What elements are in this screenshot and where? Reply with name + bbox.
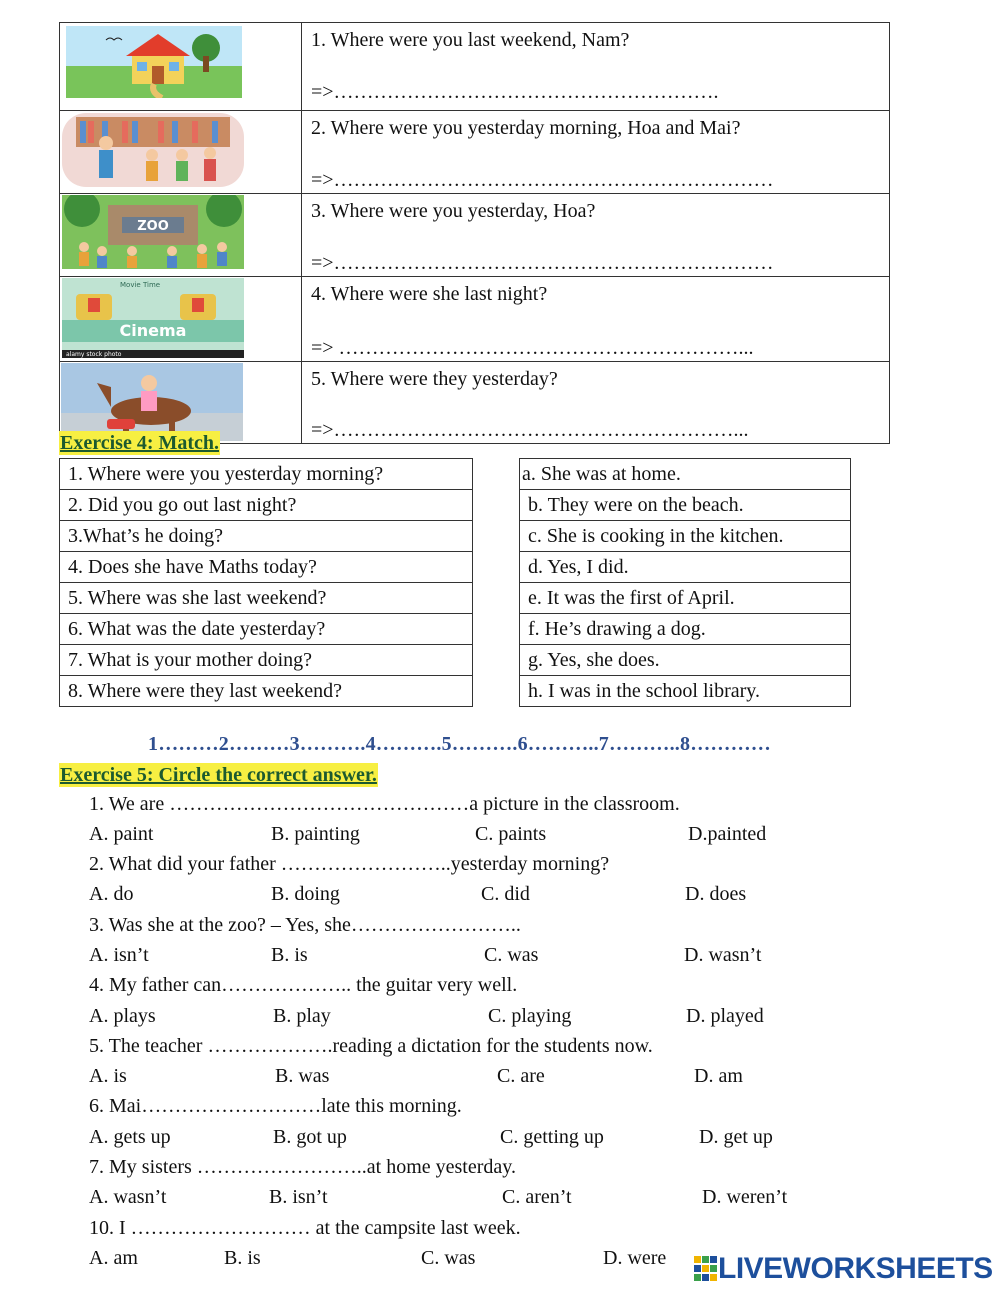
match-question: 1. Where were you yesterday morning? xyxy=(60,459,473,490)
exercise-5-title: Exercise 5: Circle the correct answer. xyxy=(60,764,377,786)
match-answer: d. Yes, I did. xyxy=(520,552,851,583)
exercise-4-title: Exercise 4: Match. xyxy=(60,432,220,454)
picture-cell-1 xyxy=(60,23,302,111)
question-cell-5 xyxy=(302,362,890,444)
picture-cell-2 xyxy=(60,111,302,194)
question-6: 6. Mai………………………late this morning. xyxy=(89,1095,462,1117)
match-answer: e. It was the first of April. xyxy=(520,583,851,614)
question-text: 5. Where were they yesterday? xyxy=(311,368,558,390)
option-b[interactable]: B. play xyxy=(273,1005,331,1027)
option-c[interactable]: C. was xyxy=(484,944,539,966)
option-b[interactable]: B. painting xyxy=(271,823,360,845)
option-a[interactable]: A. am xyxy=(89,1247,138,1269)
stock-photo-label: alamy stock photo xyxy=(66,351,122,358)
option-a[interactable]: A. do xyxy=(89,883,134,905)
question-7: 7. My sisters ……………………..at home yesterday. xyxy=(89,1156,516,1178)
option-a[interactable]: A. wasn’t xyxy=(89,1186,167,1208)
match-answer-key[interactable]: 1………2………3……….4……….5……….6………..7………..8………… xyxy=(148,733,771,755)
option-c[interactable]: C. playing xyxy=(488,1005,572,1027)
match-answer: c. She is cooking in the kitchen. xyxy=(520,521,851,552)
picture-cell-4 xyxy=(60,277,302,362)
question-cell-2 xyxy=(302,111,890,194)
question-cell-4 xyxy=(302,277,890,362)
answer-blank[interactable]: =>………………………………………………………… xyxy=(311,252,774,274)
option-a[interactable]: A. isn’t xyxy=(89,944,149,966)
option-d[interactable]: D. wasn’t xyxy=(684,944,762,966)
option-a[interactable]: A. is xyxy=(89,1065,127,1087)
option-d[interactable]: D. am xyxy=(694,1065,743,1087)
option-a[interactable]: A. gets up xyxy=(89,1126,171,1148)
option-a[interactable]: A. plays xyxy=(89,1005,156,1027)
question-10: 10. I ……………………… at the campsite last week. xyxy=(89,1217,521,1239)
picture-row-2 xyxy=(60,111,890,194)
picture-row-1 xyxy=(60,23,890,111)
match-answer: f. He’s drawing a dog. xyxy=(520,614,851,645)
answer-blank[interactable]: => ……………………………………………………... xyxy=(311,337,754,359)
cinema-label: Cinema xyxy=(119,321,187,340)
option-d[interactable]: D. were xyxy=(603,1247,667,1269)
question-4: 4. My father can……………….. the guitar very well. xyxy=(89,974,518,996)
picture-row-3 xyxy=(60,194,890,277)
movie-time-label: Movie Time xyxy=(120,281,161,289)
question-text: 4. Where were she last night? xyxy=(311,283,548,305)
zoo-label: ZOO xyxy=(137,219,169,234)
question-2: 2. What did your father ……………………..yesterday morning? xyxy=(89,853,610,875)
match-answer: g. Yes, she does. xyxy=(520,645,851,676)
answer-blank[interactable]: =>……………………………………………………... xyxy=(311,419,749,441)
picture-cell-3 xyxy=(60,194,302,277)
question-3: 3. Was she at the zoo? – Yes, she…………………….. xyxy=(89,914,521,936)
match-answer: h. I was in the school library. xyxy=(520,676,851,707)
liveworksheets-logo-icon xyxy=(694,1256,718,1282)
option-b[interactable]: B. is xyxy=(224,1247,261,1269)
match-question: 8. Where were they last weekend? xyxy=(60,676,473,707)
match-answer: b. They were on the beach. xyxy=(520,490,851,521)
match-question: 4. Does she have Maths today? xyxy=(60,552,473,583)
match-question: 5. Where was she last weekend? xyxy=(60,583,473,614)
option-d[interactable]: D. does xyxy=(685,883,747,905)
option-c[interactable]: C. aren’t xyxy=(502,1186,572,1208)
option-b[interactable]: B. is xyxy=(271,944,308,966)
match-answer: a. She was at home. xyxy=(520,459,851,490)
option-d[interactable]: D. weren’t xyxy=(702,1186,788,1208)
option-b[interactable]: B. isn’t xyxy=(269,1186,328,1208)
option-d[interactable]: D. played xyxy=(686,1005,764,1027)
option-c[interactable]: C. are xyxy=(497,1065,545,1087)
zoo-picture xyxy=(62,195,244,269)
match-question: 2. Did you go out last night? xyxy=(60,490,473,521)
option-c[interactable]: C. was xyxy=(421,1247,476,1269)
library-picture xyxy=(62,113,244,187)
match-answers-table xyxy=(519,458,851,707)
option-a[interactable]: A. paint xyxy=(89,823,154,845)
option-b[interactable]: B. doing xyxy=(271,883,340,905)
option-b[interactable]: B. got up xyxy=(273,1126,347,1148)
question-1: 1. We are ………………………………………a picture in the classroom. xyxy=(89,793,680,815)
answer-blank[interactable]: =>…………………………………………………. xyxy=(311,81,719,103)
picture-row-4 xyxy=(60,277,890,362)
match-question: 7. What is your mother doing? xyxy=(60,645,473,676)
picture-question-table xyxy=(59,22,890,444)
horse-riding-picture xyxy=(61,363,243,441)
option-d[interactable]: D.painted xyxy=(688,823,767,845)
option-c[interactable]: C. did xyxy=(481,883,530,905)
question-text: 1. Where were you last weekend, Nam? xyxy=(311,29,630,51)
option-d[interactable]: D. get up xyxy=(699,1126,773,1148)
cinema-picture xyxy=(62,278,244,358)
option-b[interactable]: B. was xyxy=(275,1065,330,1087)
option-c[interactable]: C. getting up xyxy=(500,1126,604,1148)
house-picture xyxy=(66,26,242,98)
match-questions-table xyxy=(59,458,473,707)
match-question: 3.What’s he doing? xyxy=(60,521,473,552)
match-question: 6. What was the date yesterday? xyxy=(60,614,473,645)
liveworksheets-logo-text: LIVEWORKSHEETS xyxy=(718,1252,993,1285)
question-cell-1 xyxy=(302,23,890,111)
answer-blank[interactable]: =>………………………………………………………… xyxy=(311,169,774,191)
question-text: 3. Where were you yesterday, Hoa? xyxy=(311,200,596,222)
question-text: 2. Where were you yesterday morning, Hoa and Mai? xyxy=(311,117,741,139)
question-5: 5. The teacher ……………….reading a dictation for the students now. xyxy=(89,1035,653,1057)
liveworksheets-logo xyxy=(694,1252,993,1286)
question-cell-3 xyxy=(302,194,890,277)
option-c[interactable]: C. paints xyxy=(475,823,547,845)
